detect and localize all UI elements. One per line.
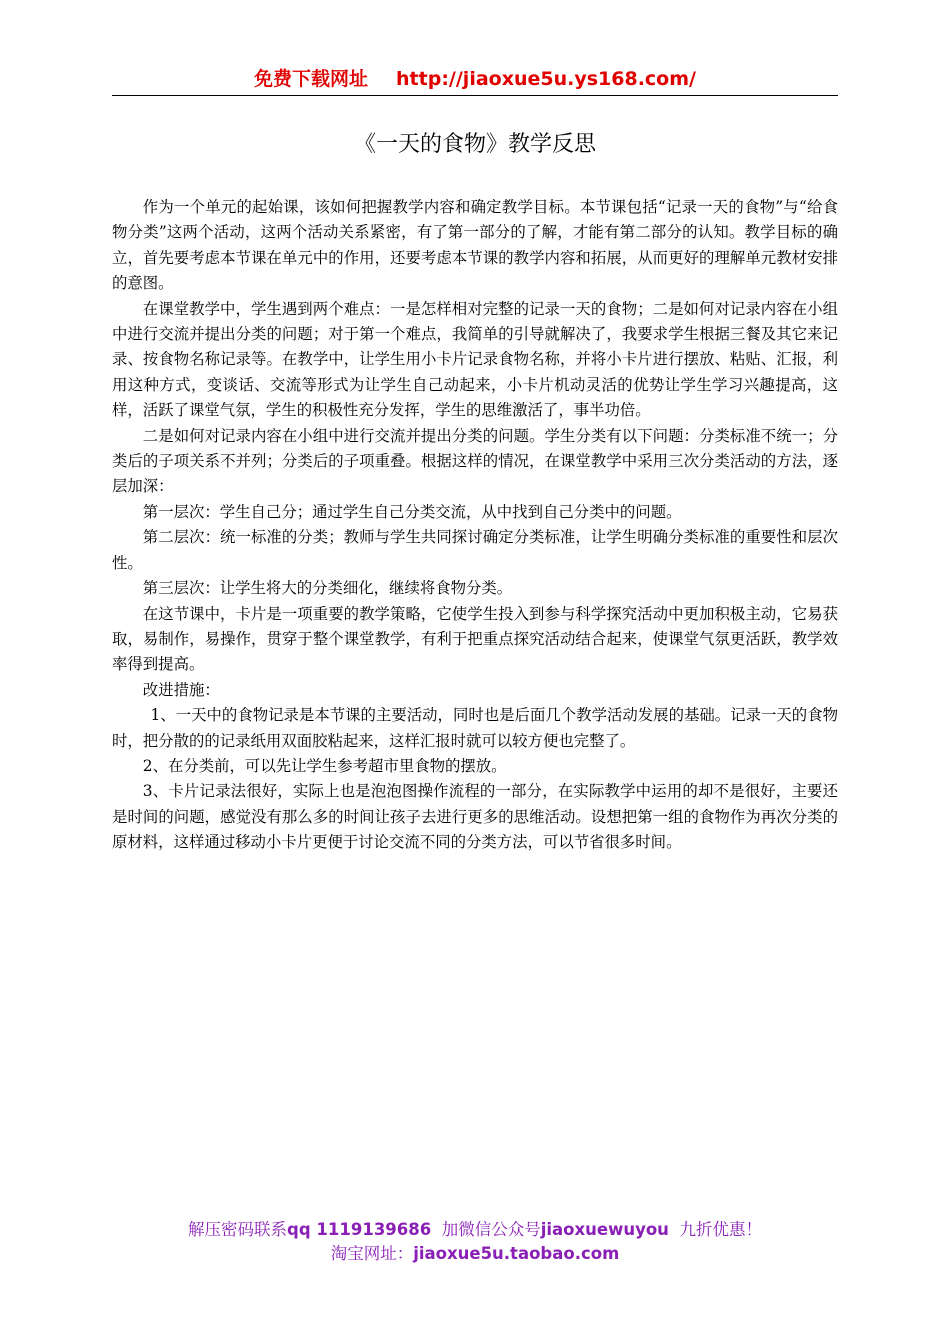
footer-wechat-id: jiaoxuewuyou bbox=[540, 1220, 669, 1239]
footer-discount: 九折优惠！ bbox=[679, 1220, 762, 1239]
paragraph: 2、在分类前，可以先让学生参考超市里食物的摆放。 bbox=[142, 756, 507, 775]
paragraph: 第三层次：让学生将大的分类细化，继续将食物分类。 bbox=[142, 579, 513, 598]
header-label: 免费下载网址 bbox=[254, 68, 369, 90]
paragraph: 作为一个单元的起始课，该如何把握教学内容和确定教学目标。本节课包括“记录一天的食物”与“给食物分类”这两个活动，这两个活动关系紧密，有了第一部分的了解，才能有第二部分的认知。教学目标的确立，首先要考虑本节课在单元中的作用，还要考虑本节课的教学内容和拓展，从而更好的理解单元教材安排的意图。 bbox=[112, 198, 838, 293]
page-header bbox=[112, 66, 838, 92]
footer-taobao-link[interactable]: jiaoxue5u.taobao.com bbox=[413, 1244, 620, 1263]
paragraph: 3、卡片记录法很好，实际上也是泡泡图操作流程的一部分，在实际教学中运用的却不是很好，主要还是时间的问题，感觉没有那么多的时间让孩子去进行更多的思维活动。设想把第一组的食物作为再次分类的原材料，这样通过移动小卡片更便于讨论交流不同的分类方法，可以节省很多时间。 bbox=[112, 782, 838, 852]
paragraph: 1、一天中的食物记录是本节课的主要活动，同时也是后面几个教学活动发展的基础。记录一天的食物时，把分散的的记录纸用双面胶粘起来，这样汇报时就可以较方便也完整了。 bbox=[112, 706, 838, 750]
footer-taobao-label: 淘宝网址： bbox=[330, 1244, 414, 1263]
paragraph: 第二层次：统一标准的分类；教师与学生共同探讨确定分类标准，让学生明确分类标准的重要性和层次性。 bbox=[112, 528, 838, 572]
paragraph: 在这节课中，卡片是一项重要的教学策略，它使学生投入到参与科学探究活动中更加积极主动，它易获取，易制作，易操作，贯穿于整个课堂教学，有利于把重点探究活动结合起来，使课堂气氛更活跃，教学效率得到提高。 bbox=[112, 604, 838, 674]
document-body bbox=[112, 195, 838, 856]
paragraph: 在课堂教学中，学生遇到两个难点：一是怎样相对完整的记录一天的食物；二是如何对记录内容在小组中进行交流并提出分类的问题；对于第一个难点，我简单的引导就解决了，我要求学生根据三餐及其它来记录、按食物名称记录等。在教学中，让学生用小卡片记录食物名称，并将小卡片进行摆放、粘贴、汇报，利用这种方式，变谈话、交流等形式为让学生自己动起来，小卡片机动灵活的优势让学生学习兴趣提高，这样，活跃了课堂气氛，学生的积极性充分发挥，学生的思维激活了，事半功倍。 bbox=[112, 299, 838, 420]
footer-line-2 bbox=[112, 1242, 838, 1266]
header-divider bbox=[112, 95, 838, 96]
footer-qq: qq 1119139686 bbox=[287, 1220, 432, 1239]
paragraph: 二是如何对记录内容在小组中进行交流并提出分类的问题。学生分类有以下问题：分类标准不统一；分类后的子项关系不并列；分类后的子项重叠。根据这样的情况，在课堂教学中采用三次分类活动的方法，逐层加深： bbox=[112, 426, 838, 496]
header-url-link[interactable]: http://jiaoxue5u.ys168.com/ bbox=[396, 68, 696, 90]
document-title: 《一天的食物》教学反思 bbox=[353, 132, 596, 157]
paragraph: 改进措施： bbox=[142, 680, 220, 699]
footer-line-1 bbox=[112, 1218, 838, 1242]
page-footer bbox=[112, 1218, 838, 1266]
footer-wechat-label: 加微信公众号 bbox=[441, 1220, 541, 1239]
footer-contact-label: 解压密码联系 bbox=[188, 1220, 288, 1239]
paragraph: 第一层次：学生自己分；通过学生自己分类交流，从中找到自己分类中的问题。 bbox=[142, 502, 682, 521]
